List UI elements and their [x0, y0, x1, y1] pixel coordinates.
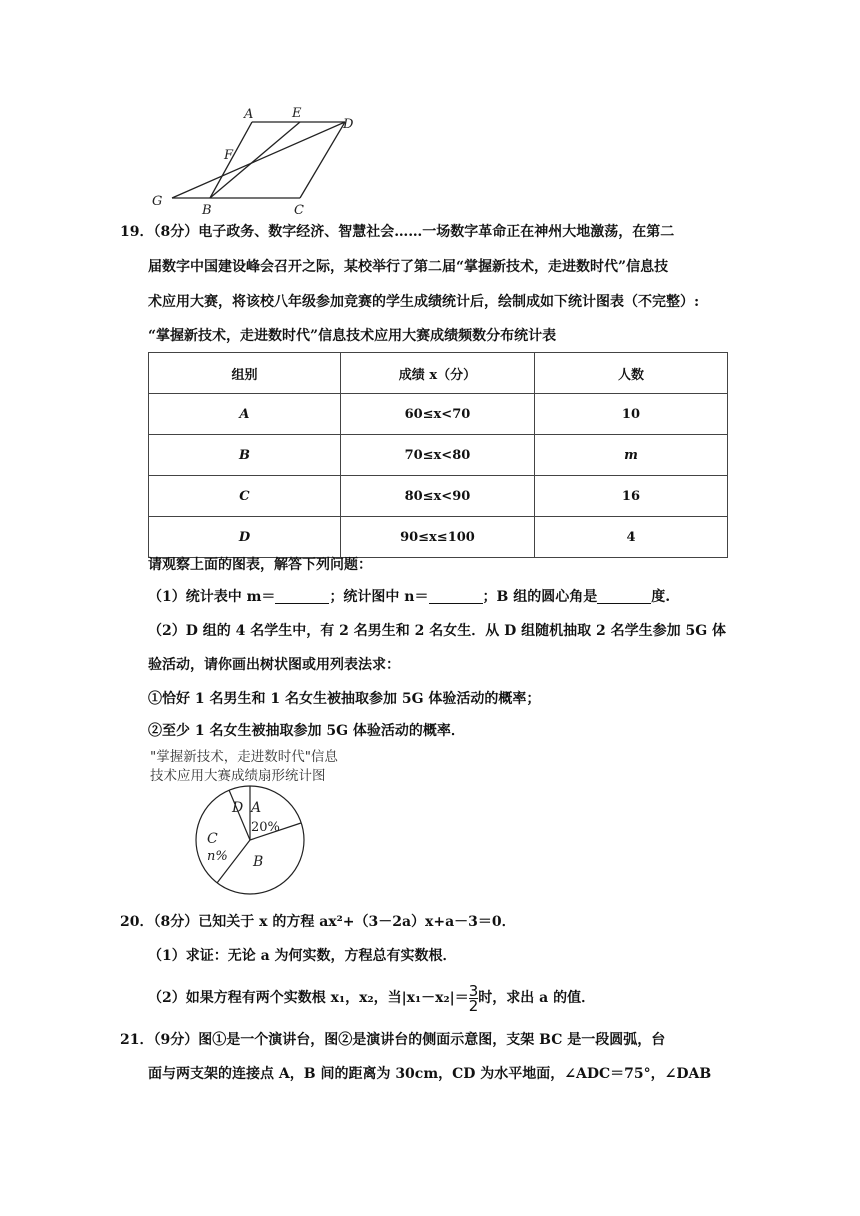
- q19-part-1-text-a: （1）统计表中 m＝: [148, 589, 276, 605]
- pie-label-C-percent: n%: [207, 849, 228, 864]
- table-header-cell: 成绩 x（分）: [340, 353, 534, 394]
- table-cell: 4: [534, 517, 727, 558]
- fraction-three-halves: [468, 981, 479, 1015]
- table-row: [149, 435, 728, 476]
- q20-part-2-text-a: （2）如果方程有两个实数根 x₁，x₂，当|x₁－x₂|＝: [148, 990, 469, 1006]
- pie-chart-title-2: 技术应用大赛成绩扇形统计图: [150, 768, 326, 784]
- pie-chart-title-1: "掌握新技术，走进数时代"信息: [150, 749, 338, 765]
- pie-label-A: A: [251, 800, 262, 816]
- table-header-cell: 人数: [534, 353, 727, 394]
- table-cell: 80≤x<90: [340, 476, 534, 517]
- q19-part-1-text-b: ；统计图中 n＝: [329, 589, 429, 605]
- table-cell: 60≤x<70: [340, 394, 534, 435]
- table-header-cell: 组别: [149, 353, 341, 394]
- table-cell: 10: [534, 394, 727, 435]
- table-cell: 90≤x≤100: [340, 517, 534, 558]
- q19-part-1-text-c: ；B 组的圆心角是: [482, 589, 598, 605]
- table-row: [149, 394, 728, 435]
- pie-chart: [185, 780, 315, 900]
- q19-line-3: 术应用大赛，将该校八年级参加竞赛的学生成绩统计后，绘制成如下统计图表（不完整）:: [148, 294, 700, 310]
- label-F: F: [224, 148, 234, 163]
- q19-part-2-i: ①恰好 1 名男生和 1 名女生被抽取参加 5G 体验活动的概率；: [148, 691, 541, 707]
- q20-line-1: 20．（8分）已知关于 x 的方程 ax²+（3－2a）x+a－3＝0．: [120, 914, 516, 930]
- table-cell: 16: [534, 476, 727, 517]
- table-cell: B: [149, 435, 341, 476]
- label-B: B: [202, 203, 212, 218]
- table-cell: A: [149, 394, 341, 435]
- answer-blank-angle[interactable]: [597, 589, 651, 604]
- label-A: A: [244, 107, 254, 122]
- label-C: C: [294, 203, 304, 218]
- pie-label-C: C: [207, 831, 218, 847]
- table-header-row: [149, 353, 728, 394]
- table-title: “掌握新技术，走进数时代”信息技术应用大赛成绩频数分布统计表: [148, 328, 557, 344]
- label-G: G: [152, 194, 163, 209]
- label-D: D: [343, 117, 354, 132]
- frequency-table: [148, 352, 728, 558]
- answer-blank-m[interactable]: [275, 589, 329, 604]
- parallelogram-figure: [140, 100, 370, 220]
- table-row: [149, 476, 728, 517]
- table-cell: C: [149, 476, 341, 517]
- observe-prompt: 请观察上面的图表，解答下列问题：: [148, 557, 372, 573]
- q19-part-2-line-2: 验活动，请你画出树状图或用列表法求：: [148, 657, 400, 673]
- table-cell: m: [534, 435, 727, 476]
- q20-part-2-text-b: 时，求出 a 的值．: [478, 990, 596, 1006]
- q19-line-2: 届数字中国建设峰会召开之际，某校举行了第二届“掌握新技术，走进数时代”信息技: [148, 259, 669, 275]
- q19-part-2-line-1: （2）D 组的 4 名学生中，有 2 名男生和 2 名女生．从 D 组随机抽取 2 名学生参加 5G 体: [148, 623, 727, 639]
- fraction-denominator: 2: [468, 996, 479, 1015]
- q20-part-2: [148, 980, 595, 1016]
- pie-label-D: D: [232, 800, 244, 816]
- q19-part-2-ii: ②至少 1 名女生被抽取参加 5G 体验活动的概率．: [148, 723, 465, 739]
- segment-GD: [172, 122, 345, 198]
- q20-part-1: （1）求证：无论 a 为何实数，方程总有实数根．: [148, 948, 457, 964]
- pie-label-A-percent: 20%: [251, 820, 280, 835]
- table-cell: D: [149, 517, 341, 558]
- q19-line-1: 19．（8分）电子政务、数字经济、智慧社会……一场数字革命正在神州大地激荡，在第二: [120, 224, 675, 240]
- answer-blank-n[interactable]: [429, 589, 483, 604]
- table-cell: 70≤x<80: [340, 435, 534, 476]
- q19-part-1-text-d: 度.: [651, 589, 671, 605]
- fraction-numerator: 3: [468, 981, 479, 1000]
- q21-line-1: 21．（9分）图①是一个演讲台，图②是演讲台的侧面示意图，支架 BC 是一段圆弧，台: [120, 1032, 666, 1048]
- q21-line-2: 面与两支架的连接点 A，B 间的距离为 30cm，CD 为水平地面，∠ADC＝75°，∠DAB: [148, 1066, 712, 1082]
- label-E: E: [292, 106, 302, 121]
- table-row: [149, 517, 728, 558]
- pie-label-B: B: [253, 854, 264, 870]
- q19-part-1: [148, 587, 670, 607]
